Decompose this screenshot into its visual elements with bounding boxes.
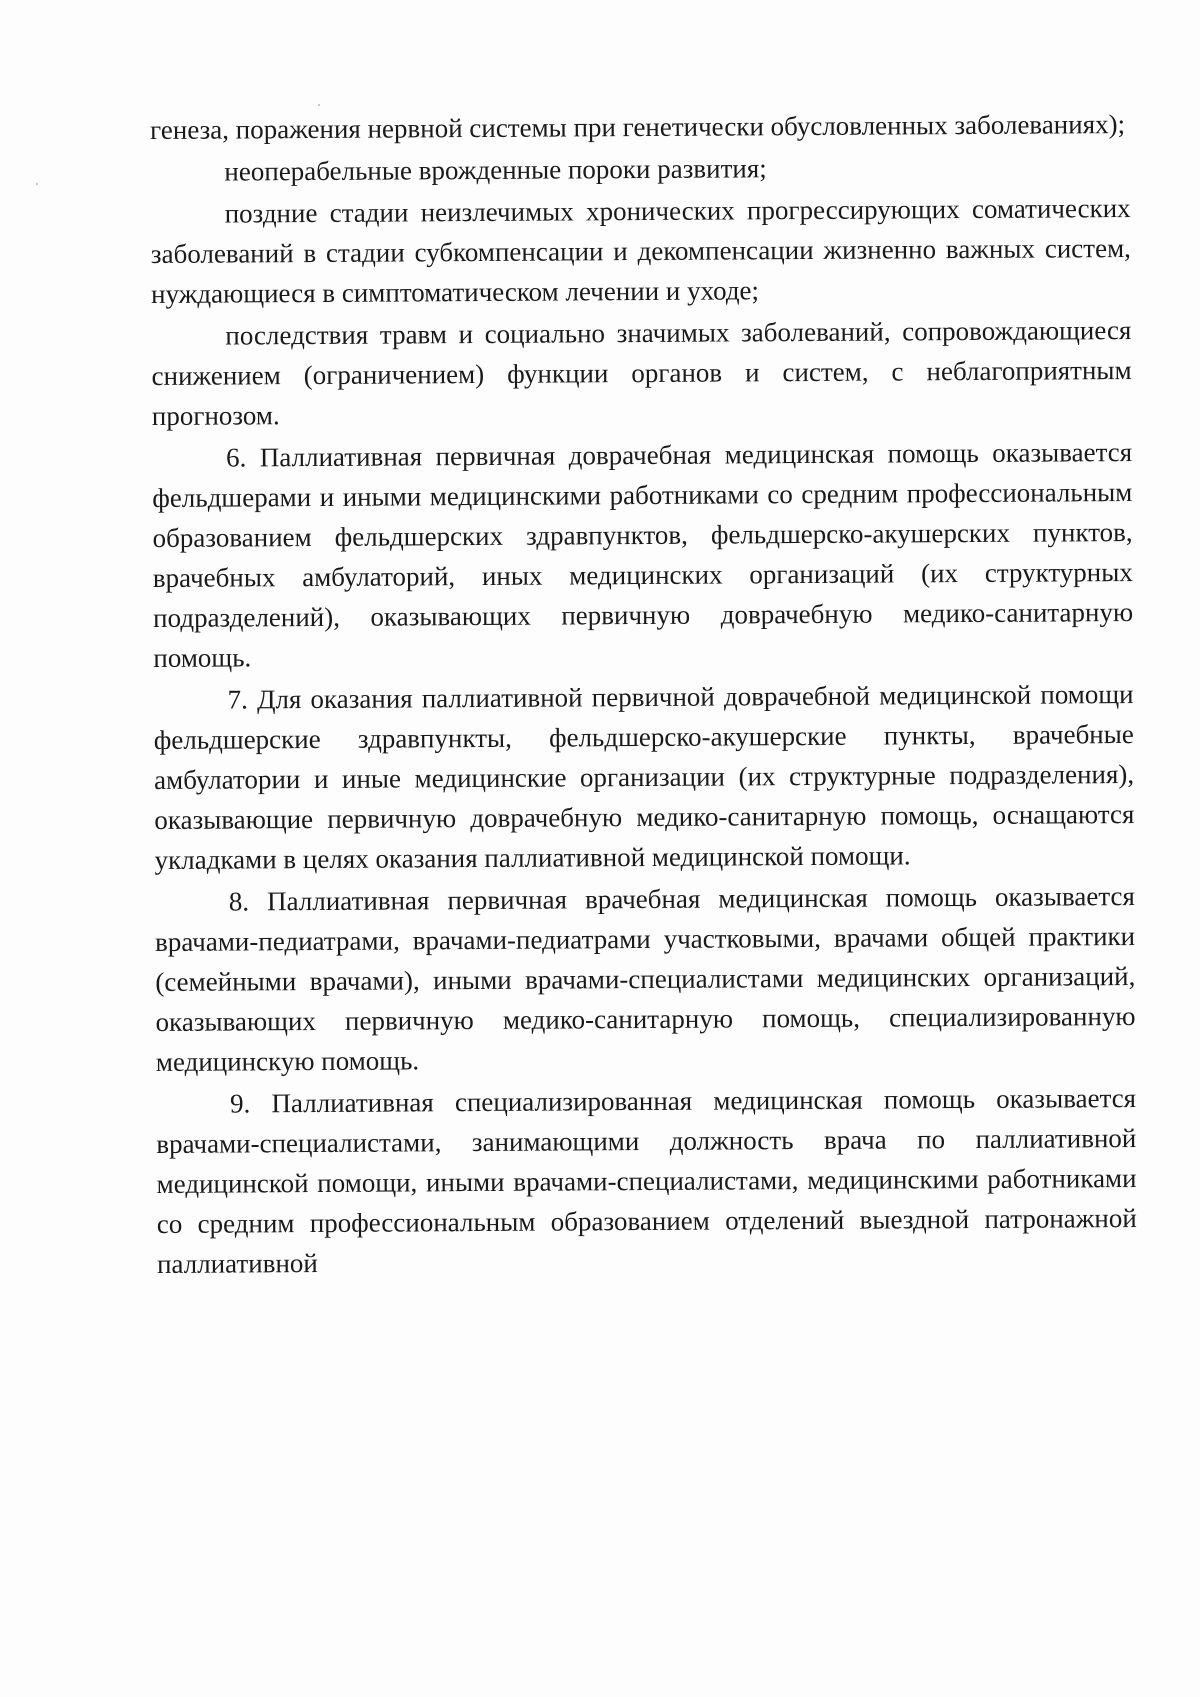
paragraph-item-8: 8. Паллиативная первичная врачебная медицинская помощь оказывается врачами-педиатрами, врачами-педиатрами участковыми, врачами общей практики (семейными врачами), иными врачами-специалистами медицинских организаций, оказывающих первичную медико-санитарную помощь, специализированную медицинскую помощь. [154,880,1136,1077]
document-body [150,104,1137,1284]
scan-speck [318,104,320,106]
paragraph-item-6: 6. Паллиативная первичная доврачебная медицинская помощь оказывается фельдшерами и иными медицинскими работниками со средним профессиональным образованием фельдшерских здравпунктов, фельдшерско-акушерских пунктов, врачебных амбулаторий, иных медицинских организаций (их структурных подразделений), оказывающих первичную доврачебную медико-санитарную помощь. [152,437,1134,673]
paragraph-genesis: генеза, поражения нервной системы при генетически обусловленных заболеваниях); [150,109,1126,145]
scan-speck [36,183,38,185]
paragraph-malformations: неоперабельные врожденные пороки развития; [224,153,767,187]
paragraph-late-stages: поздние стадии неизлечимых хронических прогрессирующих соматических заболеваний в стадии субкомпенсации и декомпенсации жизненно важных систем, нуждающиеся в симптоматическом лечении и уходе; [150,193,1131,309]
paragraph-item-7: 7. Для оказания паллиативной первичной доврачебной медицинской помощи фельдшерские здравпункты, фельдшерско-акушерские пункты, врачебные амбулатории и иные медицинские организации (их структурные подразделения), оказывающие первичную доврачебную медико-санитарную помощь, оснащаются укладками в целях оказания паллиативной медицинской помощи. [153,679,1135,875]
paragraph-trauma-consequences: последствия травм и социально значимых заболеваний, сопровождающиеся снижением (ограничением) функции органов и систем, с неблагоприятным прогнозом. [151,315,1132,431]
paragraph-item-9: 9. Паллиативная специализированная медицинская помощь оказывается врачами-специалистами, занимающими должность врача по паллиативной медицинской помощи, иными врачами-специалистами, медицинскими работниками со средним профессиональным образованием отделений выездной патронажной паллиативной [156,1082,1137,1279]
